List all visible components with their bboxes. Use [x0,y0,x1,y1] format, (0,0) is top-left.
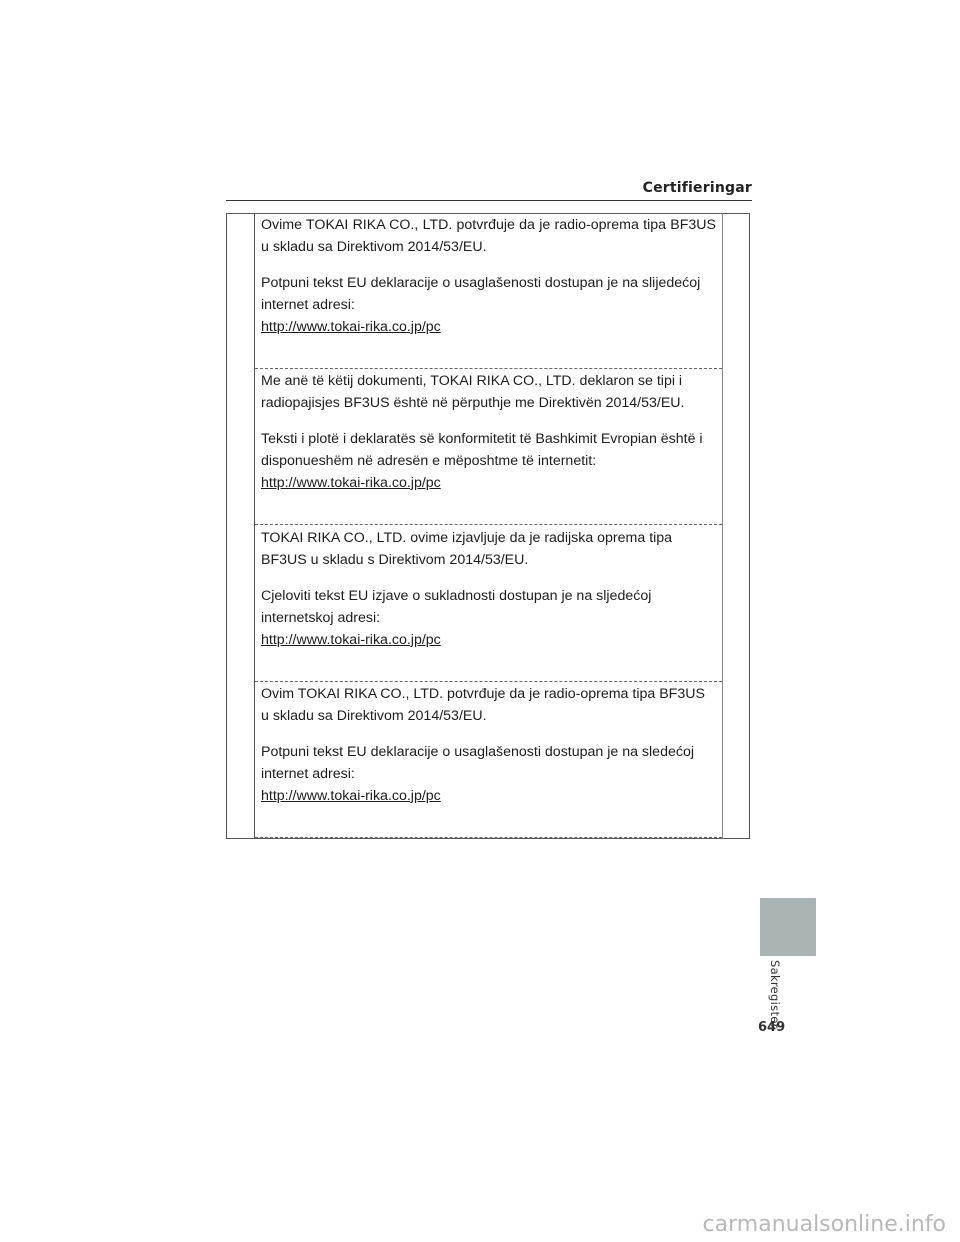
declaration-croatian [255,525,722,682]
watermark-text: carmanualsonline.info [702,1212,946,1237]
declaration-availability: Potpuni tekst EU deklaracije o usaglašenosti dostupan je na sledećoj internet adresi: [261,744,694,782]
declaration-url-link[interactable]: http://www.tokai-rika.co.jp/pc [261,788,441,804]
declaration-statement: TOKAI RIKA CO., LTD. ovime izjavljuje da je radijska oprema tipa BF3US u skladu s Direktivom 2014/53/EU. [261,530,673,568]
chapter-tab[interactable] [760,898,816,956]
declaration-availability: Teksti i plotë i deklaratës së konformitetit të Bashkimit Evropian është i disponueshëm në adresën e mëposhtme të internetit: [261,431,703,469]
declaration-availability: Potpuni tekst EU deklaracije o usaglašenosti dostupan je na slijedećoj internet adresi: [261,275,701,313]
declaration-statement: Ovim TOKAI RIKA CO., LTD. potvrđuje da je radio-oprema tipa BF3US u skladu sa Direktivom 2014/53/EU. [261,686,705,724]
table-right-column-line [722,213,723,839]
declaration-albanian [255,369,722,525]
declaration-bosnian [255,214,722,369]
declaration-availability: Cjeloviti tekst EU izjave o sukladnosti dostupan je na sljedećoj internetskoj adresi: [261,588,652,626]
declaration-url-link[interactable]: http://www.tokai-rika.co.jp/pc [261,475,441,491]
declaration-url-link[interactable]: http://www.tokai-rika.co.jp/pc [261,319,441,335]
declaration-statement: Me anë të këtij dokumenti, TOKAI RIKA CO., LTD. deklaron se tipi i radiopajisjes BF3US është në përputhje me Direktivën 2014/53/EU. [261,373,685,411]
page-number: 649 [758,1020,786,1035]
declaration-serbian [255,682,722,838]
chapter-tab-label: Sakregister [768,960,782,1029]
page-header-title: Certifieringar [642,180,752,196]
declaration-statement: Ovime TOKAI RIKA CO., LTD. potvrđuje da je radio-oprema tipa BF3US u skladu sa Direktivom 2014/53/EU. [261,217,716,255]
declaration-url-link[interactable]: http://www.tokai-rika.co.jp/pc [261,632,441,648]
header-rule [226,200,752,201]
